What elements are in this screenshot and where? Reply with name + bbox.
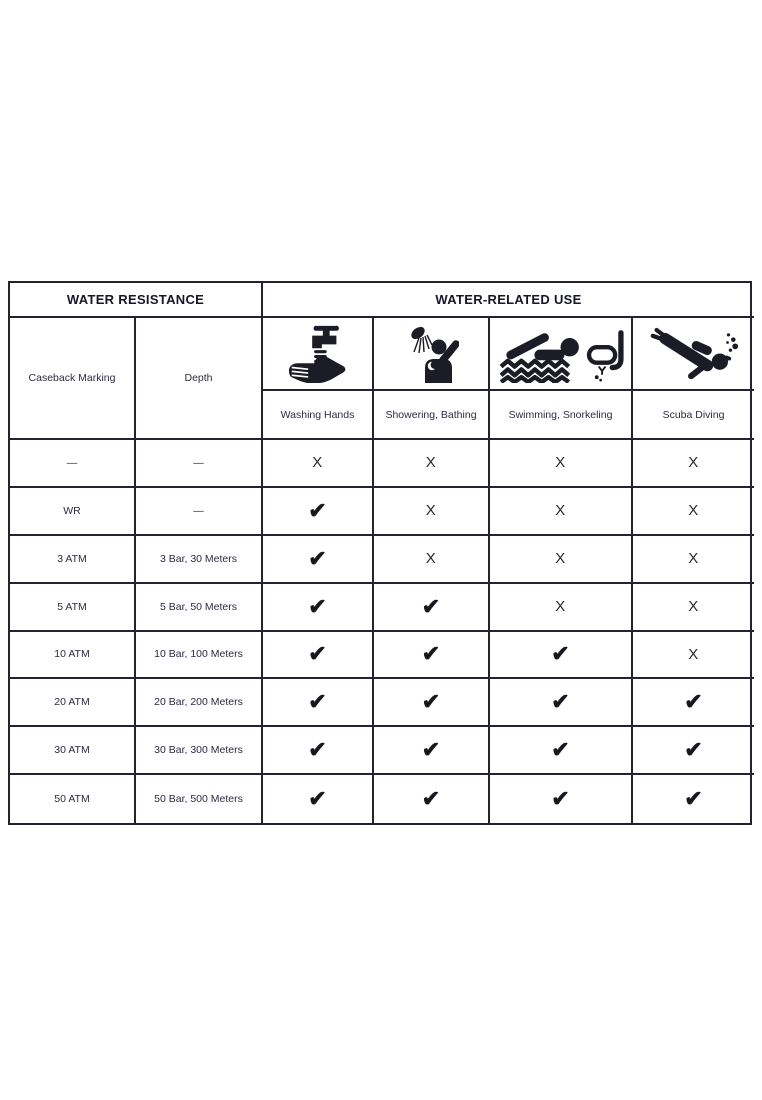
use-label-scuba-diving: Scuba Diving <box>633 391 754 440</box>
column-header-depth: Depth <box>136 318 263 440</box>
mark-cell: X <box>263 440 374 488</box>
mark-cell: X <box>633 440 754 488</box>
header-water-resistance: WATER RESISTANCE <box>10 283 263 318</box>
depth-cell: 10 Bar, 100 Meters <box>136 632 263 680</box>
mark-cell: ✔ <box>490 727 633 775</box>
mark-cell: ✔ <box>633 727 754 775</box>
mark-cell: ✔ <box>263 584 374 632</box>
swimming-snorkeling-icon <box>490 318 633 391</box>
mark-cell: ✔ <box>490 679 633 727</box>
use-label-swimming-snorkeling: Swimming, Snorkeling <box>490 391 633 440</box>
header-water-related-use: WATER-RELATED USE <box>263 283 754 318</box>
depth-cell: — <box>136 440 263 488</box>
mark-cell: X <box>490 536 633 584</box>
marking-cell: — <box>10 440 136 488</box>
mark-cell: X <box>633 584 754 632</box>
column-header-caseback-marking: Caseback Marking <box>10 318 136 440</box>
mark-cell: ✔ <box>263 536 374 584</box>
mark-cell: ✔ <box>490 775 633 823</box>
depth-cell: 5 Bar, 50 Meters <box>136 584 263 632</box>
mark-cell: X <box>374 488 490 536</box>
marking-cell: WR <box>10 488 136 536</box>
mark-cell: X <box>633 536 754 584</box>
marking-cell: 10 ATM <box>10 632 136 680</box>
marking-cell: 20 ATM <box>10 679 136 727</box>
marking-cell: 50 ATM <box>10 775 136 823</box>
marking-cell: 5 ATM <box>10 584 136 632</box>
use-label-showering-bathing: Showering, Bathing <box>374 391 490 440</box>
showering-bathing-icon <box>374 318 490 391</box>
mark-cell: X <box>490 584 633 632</box>
depth-cell: — <box>136 488 263 536</box>
marking-cell: 30 ATM <box>10 727 136 775</box>
mark-cell: X <box>490 488 633 536</box>
mark-cell: ✔ <box>263 679 374 727</box>
depth-cell: 3 Bar, 30 Meters <box>136 536 263 584</box>
mark-cell: ✔ <box>374 679 490 727</box>
depth-cell: 50 Bar, 500 Meters <box>136 775 263 823</box>
mark-cell: X <box>633 632 754 680</box>
depth-cell: 30 Bar, 300 Meters <box>136 727 263 775</box>
mark-cell: ✔ <box>490 632 633 680</box>
mark-cell: ✔ <box>263 632 374 680</box>
mark-cell: ✔ <box>263 488 374 536</box>
mark-cell: ✔ <box>374 584 490 632</box>
mark-cell: ✔ <box>374 727 490 775</box>
water-resistance-table <box>8 281 752 825</box>
mark-cell: ✔ <box>374 775 490 823</box>
use-label-washing-hands: Washing Hands <box>263 391 374 440</box>
mark-cell: ✔ <box>263 727 374 775</box>
scuba-diving-icon <box>633 318 754 391</box>
washing-hands-icon <box>263 318 374 391</box>
depth-cell: 20 Bar, 200 Meters <box>136 679 263 727</box>
mark-cell: X <box>633 488 754 536</box>
marking-cell: 3 ATM <box>10 536 136 584</box>
mark-cell: ✔ <box>633 679 754 727</box>
mark-cell: X <box>490 440 633 488</box>
mark-cell: X <box>374 536 490 584</box>
mark-cell: X <box>374 440 490 488</box>
mark-cell: ✔ <box>263 775 374 823</box>
mark-cell: ✔ <box>684 786 703 812</box>
mark-cell: ✔ <box>374 632 490 680</box>
